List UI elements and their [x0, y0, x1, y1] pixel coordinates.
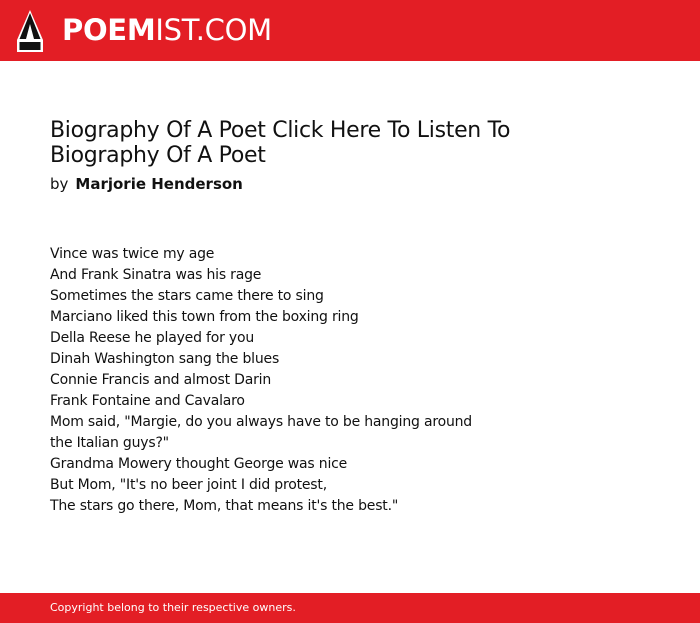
- poem-line: The stars go there, Mom, that means it's the best.": [50, 498, 399, 514]
- poem-title-line: Biography Of A Poet Click Here To Listen To: [50, 118, 511, 143]
- poem-title: [50, 118, 570, 168]
- poem-title-line: Biography Of A Poet: [50, 143, 266, 168]
- logo-light-text: IST.COM: [155, 13, 272, 47]
- by-label: by: [50, 175, 69, 193]
- poem-line: Mom said, "Margie, do you always have to be hanging around: [50, 414, 472, 430]
- copyright-notice: Copyright belong to their respective owners.: [50, 601, 296, 614]
- poem-line: Vince was twice my age: [50, 246, 215, 262]
- site-header: [0, 0, 700, 61]
- byline: [50, 174, 243, 194]
- poem-line: the Italian guys?": [50, 435, 169, 451]
- poem-line: Dinah Washington sang the blues: [50, 351, 280, 367]
- poem-line: Grandma Mowery thought George was nice: [50, 456, 348, 472]
- poem-line: Marciano liked this town from the boxing ring: [50, 309, 359, 325]
- site-footer: [0, 593, 700, 623]
- logo-bold-text: POEM: [62, 13, 156, 47]
- poem-line: And Frank Sinatra was his rage: [50, 267, 262, 283]
- poem-line: Connie Francis and almost Darin: [50, 372, 271, 388]
- poem-line: Della Reese he played for you: [50, 330, 255, 346]
- pencil-tip-icon[interactable]: [16, 10, 44, 52]
- poem-line: Sometimes the stars came there to sing: [50, 288, 324, 304]
- poem-body: [50, 244, 550, 517]
- author-name: Marjorie Henderson: [75, 175, 243, 193]
- poem-line: But Mom, "It's no beer joint I did protest,: [50, 477, 327, 493]
- poem-line: Frank Fontaine and Cavalaro: [50, 393, 245, 409]
- site-logo[interactable]: [62, 12, 272, 48]
